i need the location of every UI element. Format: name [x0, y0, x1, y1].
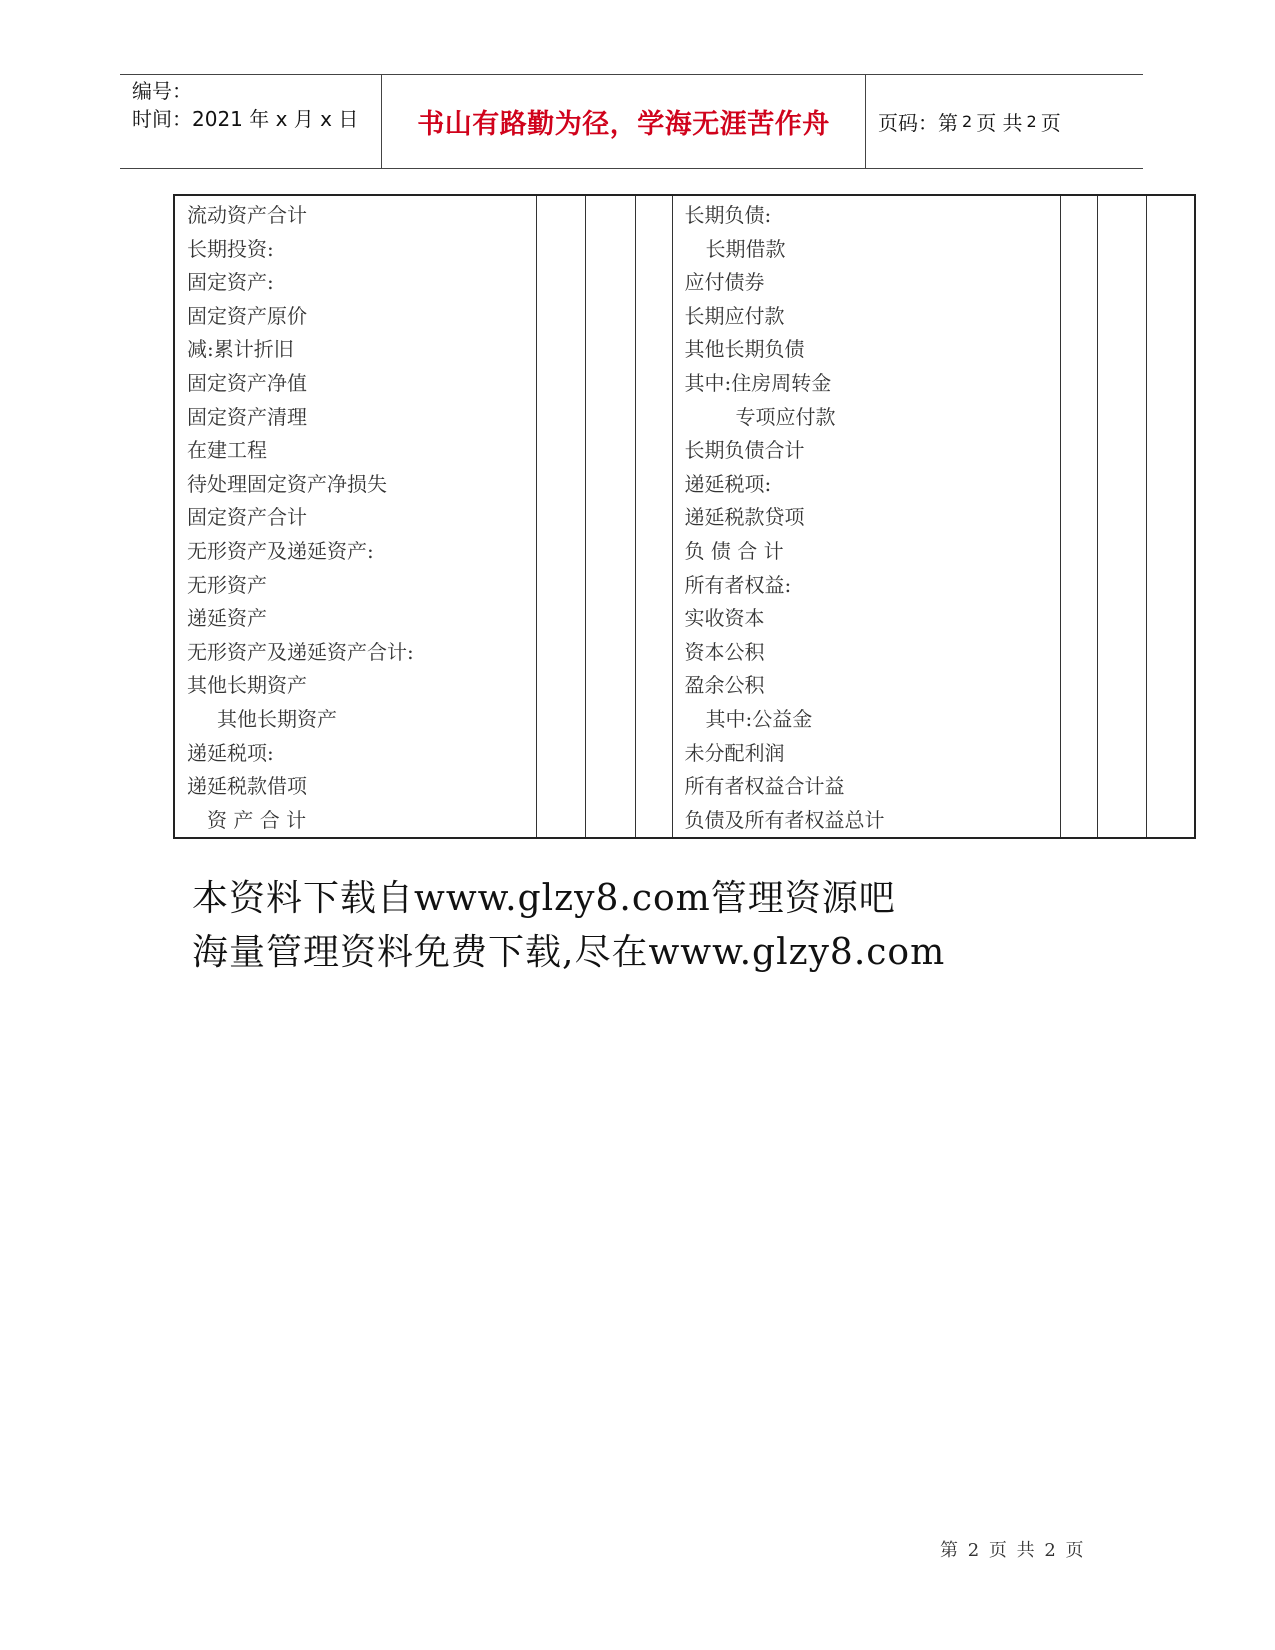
- header-meta-cell: [120, 75, 382, 168]
- amount-cell: [536, 195, 585, 838]
- list-item: 应付债券: [684, 270, 765, 295]
- document-header: [120, 74, 1143, 169]
- amount-cell: [1146, 195, 1195, 838]
- list-item: 固定资产净值: [187, 370, 307, 395]
- list-item: 固定资产合计: [187, 505, 307, 530]
- list-item: 无形资产: [187, 572, 267, 597]
- list-item: 递延税款贷项: [684, 505, 805, 530]
- list-item: 长期投资:: [187, 236, 274, 261]
- list-item: 未分配利润: [684, 740, 785, 765]
- list-item: 长期借款: [705, 236, 786, 261]
- list-item: 所有者权益合计益: [684, 774, 845, 799]
- list-item: 固定资产:: [187, 270, 274, 295]
- list-item: 递延税项:: [684, 471, 772, 496]
- list-item: 固定资产清理: [187, 404, 307, 429]
- list-item: 长期应付款: [684, 303, 785, 328]
- date-label: 时间：2021 年 x 月 x 日: [132, 107, 359, 131]
- liabilities-column: [672, 195, 1060, 838]
- list-item: 递延税款借项: [187, 774, 307, 799]
- list-item: 无形资产及递延资产:: [187, 538, 374, 563]
- list-item: 长期负债合计: [684, 438, 805, 463]
- page-prefix: 页码：第: [878, 111, 958, 135]
- list-item: 递延资产: [187, 606, 267, 631]
- amount-cell: [1060, 195, 1097, 838]
- list-item: 其中:公益金: [705, 706, 813, 731]
- page-mid: 页 共: [976, 111, 1023, 135]
- liabilities-total-label: 负债及所有者权益总计: [684, 807, 885, 832]
- assets-total-label: 资 产 合 计: [207, 807, 307, 832]
- list-item: 其中:住房周转金: [684, 370, 832, 395]
- list-item: 盈余公积: [684, 673, 765, 698]
- page-suffix: 页: [1040, 111, 1061, 135]
- list-item: 待处理固定资产净损失: [187, 471, 387, 496]
- header-page-cell: [866, 75, 1143, 168]
- balance-sheet-table: [173, 194, 1196, 839]
- page-total: 2: [1026, 112, 1037, 131]
- list-item: 减:累计折旧: [187, 337, 294, 362]
- list-item: 所有者权益:: [684, 572, 792, 597]
- list-item: 其他长期资产: [187, 673, 307, 698]
- amount-cell: [1097, 195, 1146, 838]
- table-row: [174, 195, 1195, 838]
- download-notice-line-1: 本资料下载自www.glzy8.com管理资源吧: [192, 878, 896, 919]
- list-item: 其他长期资产: [217, 706, 337, 731]
- page-current: 2: [962, 112, 973, 131]
- list-item: 递延税项:: [187, 740, 274, 765]
- download-notice: [192, 872, 945, 980]
- list-item: 在建工程: [187, 438, 267, 463]
- list-item: 专项应付款: [735, 404, 836, 429]
- header-motto-cell: [382, 75, 866, 168]
- list-item: 流动资产合计: [187, 203, 307, 227]
- page-footer: 第 2 页 共 2 页: [940, 1540, 1086, 1561]
- list-item: 负 债 合 计: [684, 538, 784, 563]
- amount-cell: [585, 195, 635, 838]
- list-item: 其他长期负债: [684, 337, 805, 362]
- amount-cell: [635, 195, 672, 838]
- download-notice-line-2: 海量管理资料免费下载,尽在www.glzy8.com: [192, 932, 946, 973]
- serial-number-label: 编号：: [132, 79, 192, 103]
- list-item: 长期负债:: [684, 203, 772, 227]
- assets-column: [174, 195, 536, 838]
- list-item: 无形资产及递延资产合计:: [187, 639, 414, 664]
- list-item: 实收资本: [684, 606, 765, 631]
- motto-text: 书山有路勤为径，学海无涯苦作舟: [417, 109, 830, 140]
- list-item: 资本公积: [684, 639, 765, 664]
- list-item: 固定资产原价: [187, 303, 307, 328]
